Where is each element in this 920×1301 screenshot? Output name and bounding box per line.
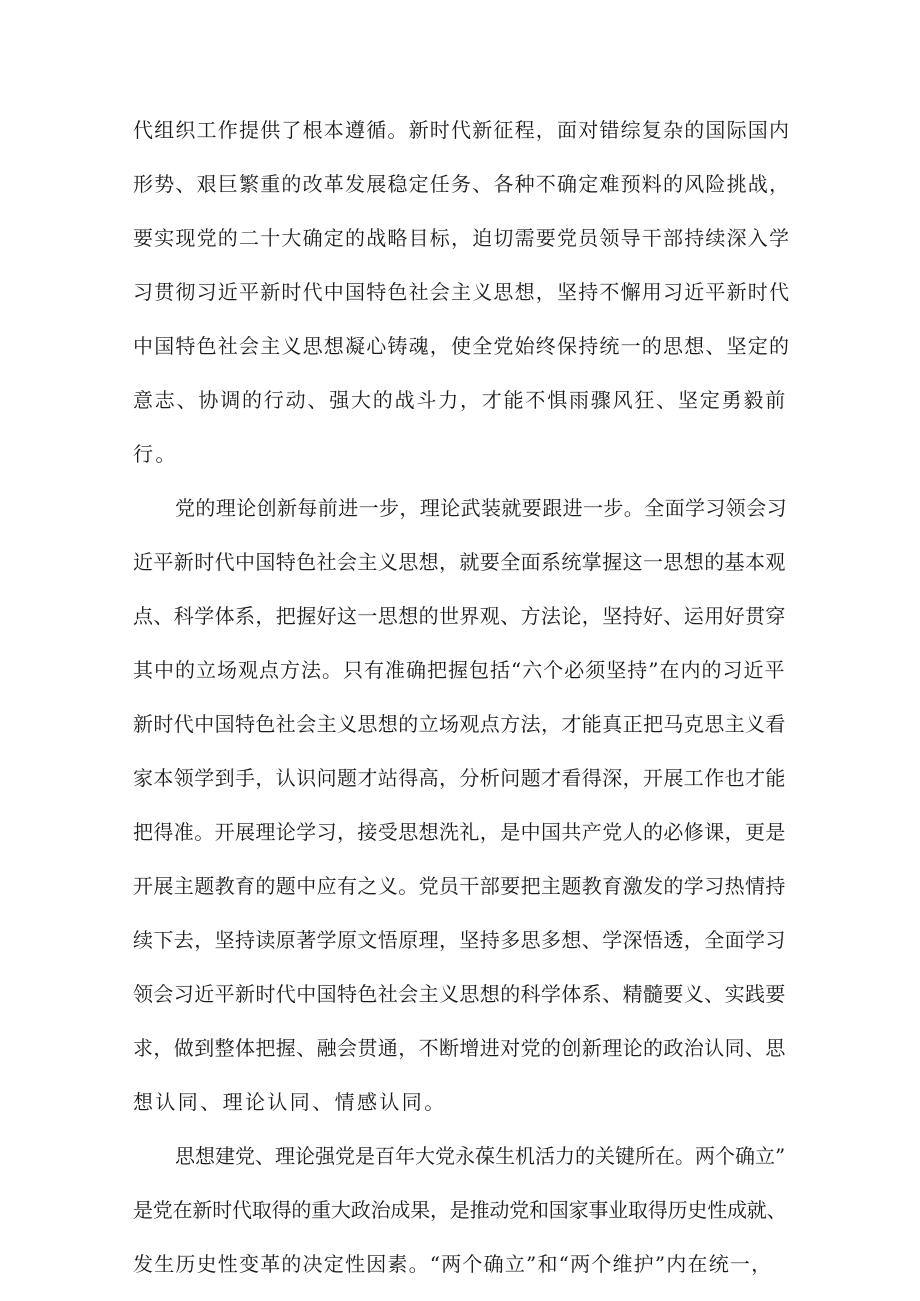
text-line: 其中的立场观点方法。只有准确把握包括“六个必须坚持”在内的习近平 [133,658,786,682]
text-line: 求，做到整体把握、融会贯通，不断增进对党的创新理论的政治认同、思 [133,1036,786,1060]
text-line: 领会习近平新时代中国特色社会主义思想的科学体系、精髓要义、实践要 [133,982,786,1006]
text-line: 要实现党的二十大确定的战略目标，迫切需要党员领导干部持续深入学 [133,226,791,250]
text-line: 续下去，坚持读原著学原文悟原理，坚持多思多想、学深悟透，全面学习 [133,928,786,952]
text-line: 行。 [133,442,178,466]
text-line: 新时代中国特色社会主义思想的立场观点方法，才能真正把马克思主义看 [133,712,786,736]
text-line: 近平新时代中国特色社会主义思想，就要全面系统掌握这一思想的基本观 [133,550,786,574]
text-line: 把得准。开展理论学习，接受思想洗礼，是中国共产党人的必修课，更是 [133,820,786,844]
text-line: 党的理论创新每前进一步，理论武装就要跟进一步。全面学习领会习 [175,496,787,520]
text-line: 习贯彻习近平新时代中国特色社会主义思想，坚持不懈用习近平新时代 [133,280,791,304]
text-line: 家本领学到手，认识问题才站得高，分析问题才看得深，开展工作也才能 [133,766,786,790]
text-line: 代组织工作提供了根本遵循。新时代新征程，面对错综复杂的国际国内 [133,118,791,142]
text-line: 意志、协调的行动、强大的战斗力，才能不惧雨骤风狂、坚定勇毅前 [133,388,787,412]
text-line: 开展主题教育的题中应有之义。党员干部要把主题教育激发的学习热情持 [133,874,786,898]
text-line: 中国特色社会主义思想凝心铸魂，使全党始终保持统一的思想、坚定的 [133,334,791,358]
text-line: 发生历史性变革的决定性因素。“两个确立”和“两个维护”内在统一， [133,1252,773,1276]
text-line: 思想建党、理论强党是百年大党永葆生机活力的关键所在。两个确立” [175,1144,786,1168]
text-line: 点、科学体系，把握好这一思想的世界观、方法论，坚持好、运用好贯穿 [133,604,786,628]
text-line: 想认同、理论认同、情感认同。 [133,1090,447,1114]
text-line: 形势、艰巨繁重的改革发展稳定任务、各种不确定难预料的风险挑战， [133,172,791,196]
text-line: 是党在新时代取得的重大政治成果，是推动党和国家事业取得历史性成就、 [133,1198,787,1222]
